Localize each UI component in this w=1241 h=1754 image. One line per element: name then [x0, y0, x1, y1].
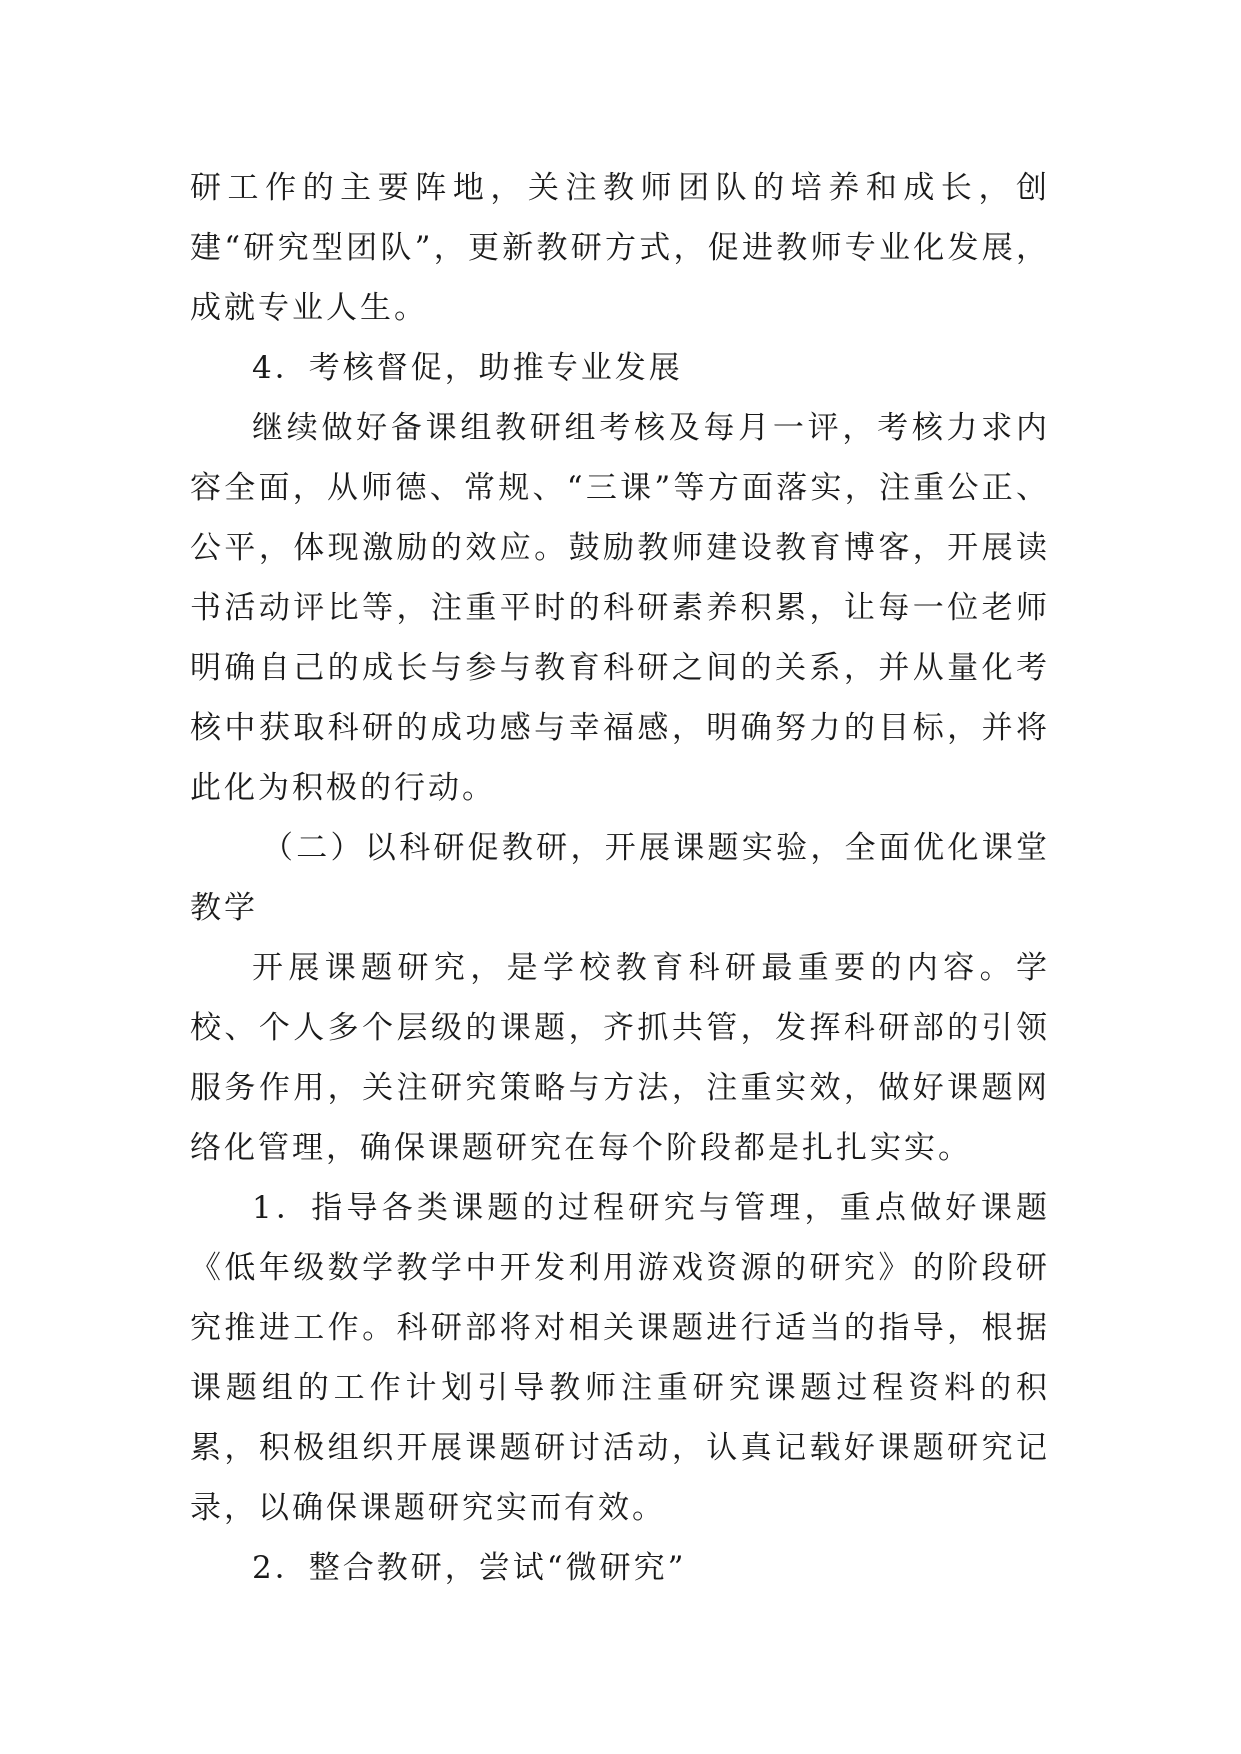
section-item-2: 2．整合教研，尝试“微研究”: [252, 1550, 687, 1586]
section-heading-4: 4．考核督促，助推专业发展: [252, 350, 683, 386]
section-item-1: 1．指导各类课题的过程研究与管理，重点做好课题《低年级数学教学中开发利用游戏资源的研究》的阶段研究推进工作。科研部将对相关课题进行适当的指导，根据课题组的工作计划引导教师注重研究课题过程资料的积累，积极组织开展课题研讨活动，认真记载好课题研究记录，以确保课题研究实而有效。: [190, 1190, 1050, 1526]
paragraph-continued: 研工作的主要阵地，关注教师团队的培养和成长，创建“研究型团队”，更新教研方式，促进教师专业化发展，成就专业人生。: [190, 170, 1050, 326]
section-heading-two: （二）以科研促教研，开展课题实验，全面优化课堂教学: [190, 830, 1050, 926]
paragraph-research: 开展课题研究，是学校教育科研最重要的内容。学校、个人多个层级的课题，齐抓共管，发挥科研部的引领服务作用，关注研究策略与方法，注重实效，做好课题网络化管理，确保课题研究在每个阶段都是扎扎实实。: [190, 950, 1050, 1166]
paragraph-assessment: 继续做好备课组教研组考核及每月一评，考核力求内容全面，从师德、常规、“三课”等方面落实，注重公正、公平，体现激励的效应。鼓励教师建设教育博客，开展读书活动评比等，注重平时的科研素养积累，让每一位老师明确自己的成长与参与教育科研之间的关系，并从量化考核中获取科研的成功感与幸福感，明确努力的目标，并将此化为积极的行动。: [190, 410, 1050, 806]
document-body: [190, 158, 1050, 1598]
